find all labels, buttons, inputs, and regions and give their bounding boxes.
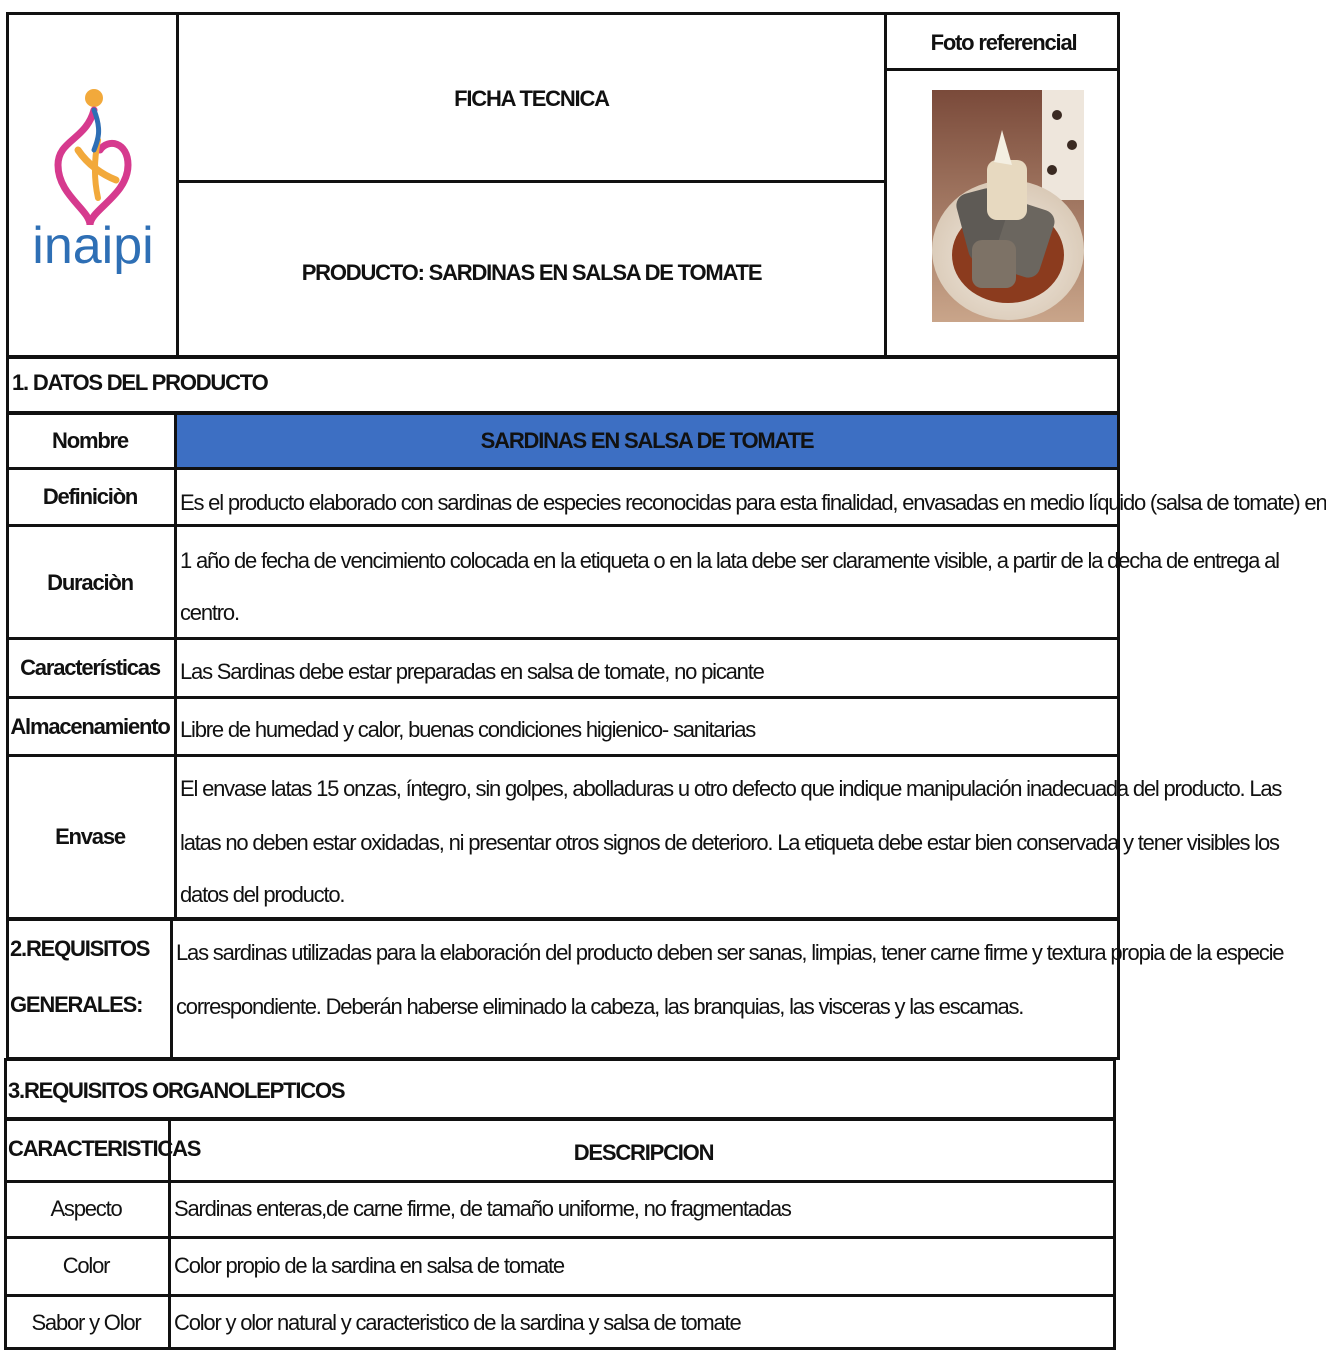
row-value-envase-line2: latas no deben estar oxidadas, ni presentar otros signos de deterioro. La etiqueta debe estar bien conservada y tener visibles los [180, 830, 1279, 855]
section2-value-line2: correspondiente. Deberán haberse eliminado la cabeza, las branquias, las visceras y las escamas. [176, 994, 1024, 1019]
row-border [6, 754, 1120, 757]
row-border [4, 1236, 1116, 1239]
section3-heading: 3.REQUISITOS ORGANOLEPTICOS [8, 1078, 345, 1103]
row-value-definicion: Es el producto elaborado con sardinas de especies reconocidas para esta finalidad, envasadas en medio líquido (salsa de tomate) en [180, 490, 1326, 515]
product-title: PRODUCTO: SARDINAS EN SALSA DE TOMATE [301, 260, 762, 285]
row-value-duracion-line1: 1 año de fecha de vencimiento colocada en la etiqueta o en la lata debe ser claramente visible, a partir de la decha de entrega al [180, 548, 1279, 573]
col-header-caracteristicas: CARACTERISTICAS [8, 1136, 201, 1161]
row-label-duracion: Duraciòn [47, 570, 133, 595]
row-border [4, 1294, 1116, 1297]
row-border [6, 524, 1120, 527]
org-label-sabor-olor: Sabor y Olor [31, 1310, 141, 1335]
org-value-color: Color propio de la sardina en salsa de tomate [174, 1253, 564, 1278]
row-value-envase-line1: El envase latas 15 onzas, íntegro, sin golpes, abolladuras u otro defecto que indique manipulación inadecuada del producto. Las [180, 776, 1282, 801]
row-label-almacenamiento: Almacenamiento [10, 714, 170, 739]
row-value-nombre: SARDINAS EN SALSA DE TOMATE [480, 428, 814, 453]
row-value-envase-line3: datos del producto. [180, 882, 345, 907]
org-value-sabor-olor: Color y olor natural y caracteristico de la sardina y salsa de tomate [174, 1310, 741, 1335]
row-border [4, 1180, 1116, 1183]
section2-label-line1: 2.REQUISITOS [10, 936, 150, 961]
org-label-aspecto: Aspecto [50, 1196, 122, 1221]
section1-heading: 1. DATOS DEL PRODUCTO [12, 370, 268, 395]
row-value-duracion-line2: centro. [180, 600, 239, 625]
divider [174, 412, 177, 920]
row-border [6, 467, 1120, 470]
divider [884, 12, 887, 358]
row-border [6, 696, 1120, 699]
divider [170, 918, 173, 1060]
row-value-caracteristicas: Las Sardinas debe estar preparadas en salsa de tomate, no picante [180, 659, 764, 684]
divider [176, 180, 886, 183]
divider [884, 68, 1120, 71]
logo-figure-icon [28, 80, 158, 230]
row-label-definicion: Definiciòn [42, 484, 138, 509]
row-label-envase: Envase [55, 824, 125, 849]
row-label-nombre: Nombre [52, 428, 128, 453]
col-header-descripcion: DESCRIPCION [573, 1140, 714, 1165]
logo-text: inaipi [32, 217, 154, 275]
reference-photo [932, 90, 1084, 322]
row-label-caracteristicas: Características [20, 655, 160, 680]
row-border [6, 637, 1120, 640]
org-label-color: Color [62, 1253, 110, 1278]
document-title: FICHA TECNICA [454, 86, 609, 111]
section2-value-line1: Las sardinas utilizadas para la elaboración del producto deben ser sanas, limpias, tener carne firme y textura propia de la especie [176, 940, 1284, 965]
photo-label: Foto referencial [930, 30, 1077, 55]
org-value-aspecto: Sardinas enteras,de carne firme, de tamaño uniforme, no fragmentadas [174, 1196, 791, 1221]
logo [28, 80, 158, 300]
row-value-almacenamiento: Libre de humedad y calor, buenas condiciones higienico- sanitarias [180, 717, 756, 742]
divider [176, 12, 179, 358]
section2-label-line2: GENERALES: [10, 992, 143, 1017]
